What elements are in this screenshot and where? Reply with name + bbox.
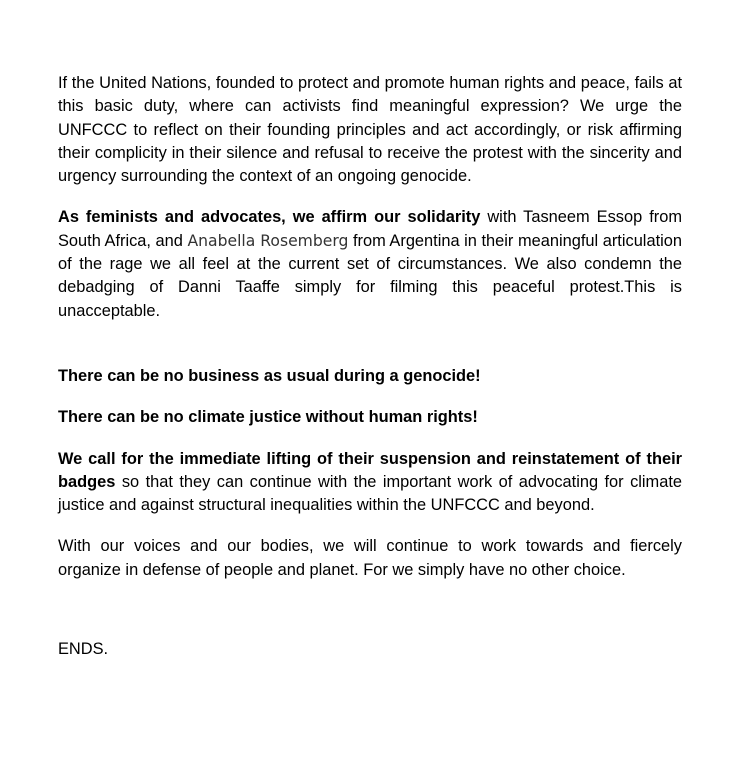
statement-no-climate-justice: There can be no climate justice without human rights! (58, 408, 478, 427)
paragraph-voices-bodies: With our voices and our bodies, we will continue to work towards and fiercely organize in defense of people and planet. For we simply have no other choice. (58, 537, 682, 579)
solidarity-lead: As feminists and advocates, we affirm our solidarity (58, 208, 481, 227)
paragraph-solidarity (58, 206, 682, 322)
solidarity-text-b: from Argentina in their meaningful articulation of the rage we all feel at the current set of circumstances. We also condemn the debadging of Danni Taaffe simply for filming this peaceful protest.This is unacceptable. (58, 231, 682, 320)
paragraph-call-to-action (58, 448, 682, 518)
statement-no-business-as-usual: There can be no business as usual during a genocide! (58, 366, 481, 385)
document-page (58, 72, 682, 661)
solidarity-text-a: with Tasneem Essop from South Africa, and (58, 208, 682, 250)
paragraph-un-duty: If the United Nations, founded to protect and promote human rights and peace, fails at this basic duty, where can activists find meaningful expression? We urge the UNFCCC to reflect on their founding principles and act accordingly, or risk affirming their complicity in their silence and refusal to receive the protest with the sincerity and urgency surrounding the context of an ongoing genocide. (58, 74, 682, 186)
call-to-action-lead: We call for the immediate lifting of their suspension and reinstatement of their badges (58, 449, 682, 491)
name-anabella-rosemberg: Anabella Rosemberg (187, 231, 349, 250)
call-to-action-text: so that they can continue with the important work of advocating for climate justice and against structural inequalities within the UNFCCC and beyond. (58, 472, 682, 515)
ends-marker: ENDS. (58, 640, 109, 659)
